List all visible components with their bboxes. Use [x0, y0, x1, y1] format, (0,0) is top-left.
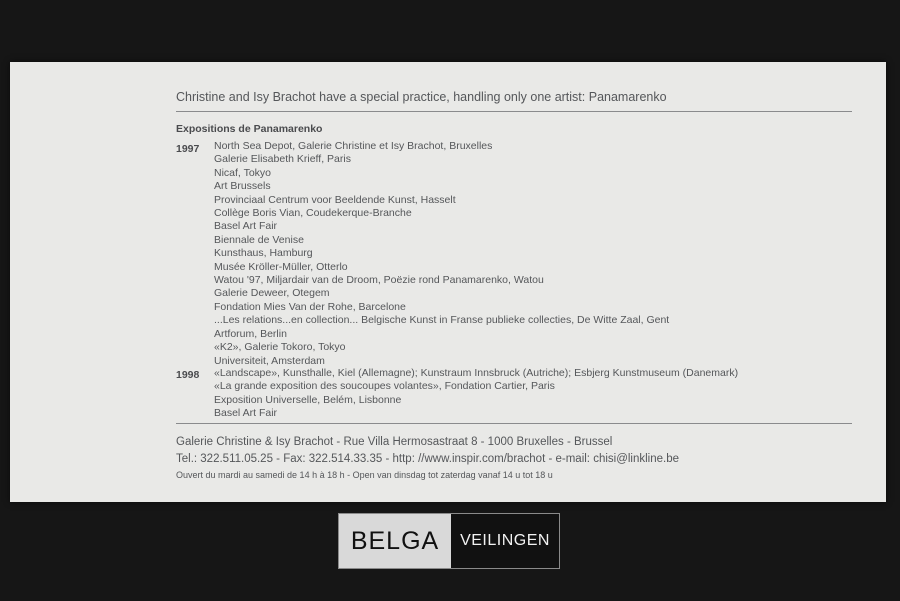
list-item: Musée Kröller-Müller, Otterlo [214, 260, 348, 273]
list-item: Collège Boris Vian, Coudekerque-Branche [214, 207, 412, 220]
list-item: Basel Art Fair [214, 407, 278, 420]
list-item: North Sea Depot, Galerie Christine et Isy Brachot, Bruxelles [214, 140, 493, 152]
list-item: Galerie Elisabeth Krieff, Paris [214, 153, 351, 166]
belga-veilingen-watermark [338, 513, 560, 569]
gallery-contact: Tel.: 322.511.05.25 - Fax: 322.514.33.35 - http: //www.inspir.com/brachot - e-mail: chisi@linkline.be [176, 453, 680, 465]
list-item: Biennale de Venise [214, 233, 304, 246]
exhibition-list-1998 [214, 367, 738, 421]
top-divider [176, 111, 852, 112]
list-item: Provinciaal Centrum voor Beeldende Kunst, Hasselt [214, 193, 456, 206]
gallery-address: Galerie Christine & Isy Brachot - Rue Villa Hermosastraat 8 - 1000 Bruxelles - Brussel [176, 436, 613, 448]
list-item: «K2», Galerie Tokoro, Tokyo [214, 341, 346, 354]
list-item: ...Les relations...en collection... Belgische Kunst in Franse publieke collecties, De Witte Zaal, Gent [214, 314, 670, 327]
list-item: Kunsthaus, Hamburg [214, 247, 313, 260]
list-item: Watou '97, Miljardair van de Droom, Poëzie rond Panamarenko, Watou [214, 274, 544, 287]
bottom-divider [176, 423, 852, 424]
list-item: Exposition Universelle, Belém, Lisbonne [214, 393, 402, 406]
exhibitions-heading: Expositions de Panamarenko [176, 123, 323, 135]
invitation-card [10, 62, 886, 502]
year-label: 1997 [176, 143, 200, 155]
watermark-right-text: VEILINGEN [451, 514, 559, 568]
list-item: Fondation Mies Van der Rohe, Barcelone [214, 300, 406, 313]
list-item: Nicaf, Tokyo [214, 166, 271, 179]
exhibition-list-1997 [214, 140, 669, 368]
list-item: Art Brussels [214, 180, 271, 193]
watermark-left-text: BELGA [339, 514, 451, 568]
list-item: Galerie Deweer, Otegem [214, 287, 330, 300]
list-item: Artforum, Berlin [214, 327, 287, 340]
list-item: Universiteit, Amsterdam [214, 354, 325, 367]
year-label: 1998 [176, 369, 200, 381]
list-item: «Landscape», Kunsthalle, Kiel (Allemagne); Kunstraum Innsbruck (Autriche); Esbjerg Kunstmuseum (Danemark) [214, 367, 739, 379]
intro-text: Christine and Isy Brachot have a special practice, handling only one artist: Panamarenko [176, 90, 667, 104]
opening-hours: Ouvert du mardi au samedi de 14 h à 18 h - Open van dinsdag tot zaterdag vanaf 14 u tot 18 u [176, 470, 553, 480]
list-item: «La grande exposition des soucoupes volantes», Fondation Cartier, Paris [214, 380, 555, 393]
list-item: Basel Art Fair [214, 220, 278, 233]
